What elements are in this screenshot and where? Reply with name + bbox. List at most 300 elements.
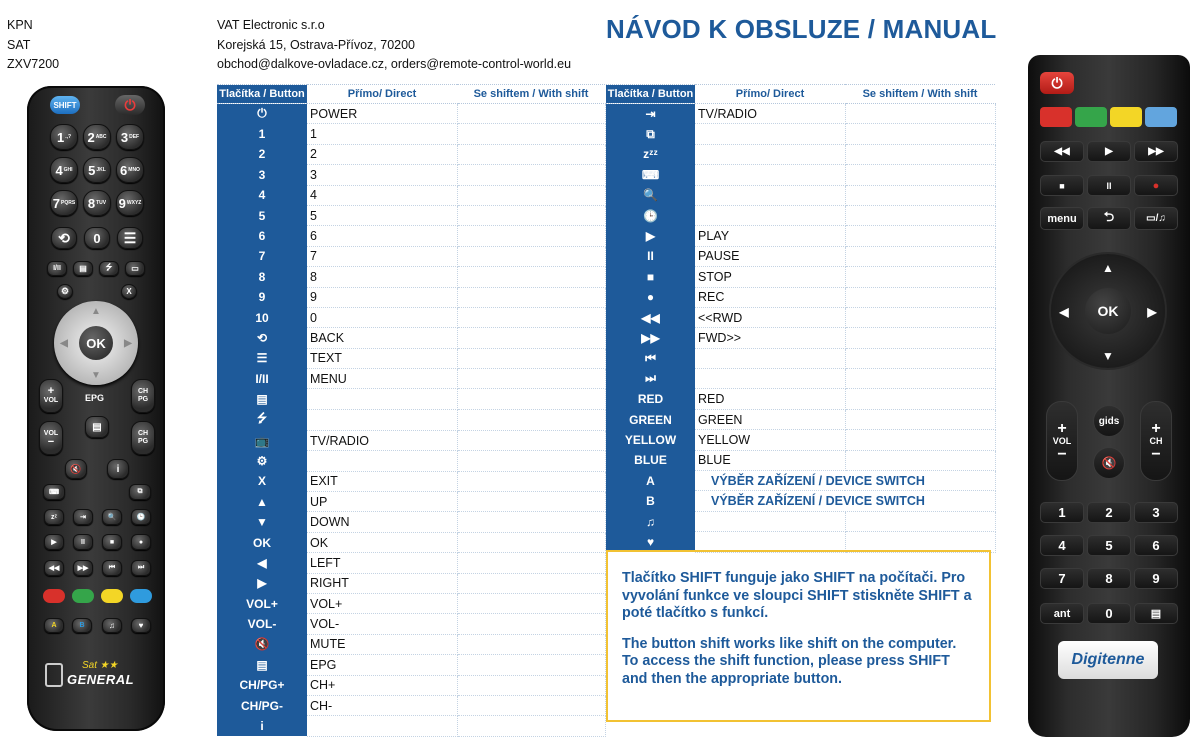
direct-function: RED: [695, 389, 845, 409]
key-label: 5: [217, 205, 307, 225]
model-code: ZXV7200: [7, 57, 60, 71]
info-button[interactable]: i: [107, 459, 129, 479]
digit-6-button[interactable]: [116, 157, 144, 183]
direct-function: [695, 144, 845, 164]
header-shift: Se shiftem / With shift: [845, 85, 995, 104]
blue-button[interactable]: [1145, 107, 1177, 127]
shift-note-cz: Tlačítko SHIFT funguje jako SHIFT na počítači. Pro vyvolání funkce ve sloupci SHIFT stiskněte SHIFT a poté tlačítko s funkcí.: [622, 570, 972, 621]
input-source-icon: ⇥: [606, 104, 695, 124]
direct-function: STOP: [695, 267, 845, 287]
shift-function: [457, 226, 605, 246]
tv-radio-button[interactable]: ▭: [125, 261, 145, 276]
fast-forward-button[interactable]: ▶▶: [1134, 141, 1178, 162]
play-button[interactable]: ▶: [1087, 141, 1131, 162]
table-row: [606, 267, 995, 287]
brand-kpn: KPN: [7, 18, 33, 32]
favorite-button[interactable]: ♥: [131, 618, 151, 633]
music-button[interactable]: ♫: [102, 618, 122, 633]
fast-forward-icon: ▶▶: [606, 328, 695, 348]
key-label: CH/PG+: [217, 675, 307, 695]
heart-icon: ♥: [606, 532, 695, 552]
key-label: 9: [217, 287, 307, 307]
company-info: [217, 16, 571, 75]
yellow-button[interactable]: [1110, 107, 1142, 127]
skip-previous-icon: ⏮: [606, 348, 695, 368]
down-arrow-icon: ▼: [217, 512, 307, 532]
text-button[interactable]: ▤: [1134, 603, 1178, 624]
usb-icon: ⭍: [217, 409, 307, 430]
shift-function: [845, 185, 995, 205]
key-label: CH/PG-: [217, 695, 307, 715]
up-arrow-icon[interactable]: ▲: [1102, 261, 1114, 275]
table-row: [606, 287, 995, 307]
direct-function: TV/RADIO: [307, 430, 457, 450]
digit-3-button[interactable]: [116, 124, 144, 150]
table-row: [606, 165, 995, 185]
company-emails: obchod@dalkove-ovladace.cz, orders@remote-control-world.eu: [217, 57, 572, 71]
digit-label: 1: [56, 129, 65, 145]
direct-function: CH-: [307, 695, 457, 715]
direct-function: YELLOW: [695, 430, 845, 450]
direct-function: [695, 369, 845, 389]
usb-button[interactable]: ⭍: [99, 261, 119, 276]
shift-function: [845, 450, 995, 470]
b-button[interactable]: B: [72, 618, 92, 633]
shift-function: [457, 165, 605, 185]
audio-language-icon: I/II: [217, 369, 307, 389]
digit-7-button[interactable]: 7: [1040, 568, 1084, 589]
green-button[interactable]: [72, 589, 94, 603]
minus-icon: −: [47, 436, 55, 448]
key-label: 3: [217, 165, 307, 185]
rewind-button[interactable]: ◀◀: [1040, 141, 1084, 162]
left-arrow-icon[interactable]: ◀: [60, 337, 68, 349]
right-arrow-icon: ▶: [217, 573, 307, 593]
plus-icon: +: [1057, 419, 1067, 437]
left-arrow-icon[interactable]: ◀: [1059, 305, 1069, 319]
shift-function: [457, 532, 605, 552]
digit-4-button[interactable]: 4: [1040, 535, 1084, 556]
brand-sat-label: Sat ★★: [82, 660, 118, 671]
model-info: [7, 16, 59, 75]
mute-button[interactable]: 🔇: [1093, 447, 1125, 479]
digitenne-logo: Digitenne: [1058, 641, 1158, 679]
direct-function: POWER: [307, 104, 457, 124]
gear-icon: ⚙: [217, 451, 307, 471]
vol-plus-button[interactable]: [39, 379, 63, 413]
settings-button[interactable]: ⚙: [57, 284, 73, 299]
shift-function: [457, 389, 605, 409]
a-button[interactable]: A: [44, 618, 64, 633]
epg-button[interactable]: ▤: [85, 416, 109, 438]
shift-function: [457, 675, 605, 695]
shift-function: [457, 307, 605, 327]
pause-button[interactable]: II: [1087, 175, 1131, 196]
vol-label: VOL: [1052, 435, 1072, 446]
key-label: A: [606, 471, 695, 491]
key-label: i: [217, 716, 307, 736]
gids-button[interactable]: gids: [1093, 405, 1125, 437]
back-arrow-icon: ⟲: [217, 328, 307, 348]
shift-function: [845, 328, 995, 348]
shift-function: [457, 348, 605, 368]
key-label: 10: [217, 307, 307, 327]
table-row: [606, 185, 995, 205]
shift-function: [845, 287, 995, 307]
direct-function: OK: [307, 532, 457, 552]
rewind-icon: ◀◀: [606, 307, 695, 327]
key-label: YELLOW: [606, 430, 695, 450]
zoom-icon: 🔍: [606, 185, 695, 205]
shift-function: [845, 104, 995, 124]
blue-button[interactable]: [130, 589, 152, 603]
sleep-icon: zᶻᶻ: [606, 144, 695, 164]
subtitle-icon: ▤: [217, 389, 307, 409]
category-sat: SAT: [7, 37, 31, 52]
plus-icon: +: [1151, 419, 1161, 437]
ch-rocker[interactable]: [1140, 401, 1172, 481]
multi-window-icon: ⧉: [606, 124, 695, 144]
direct-function: EPG: [307, 655, 457, 675]
digit-4-button[interactable]: [50, 157, 78, 183]
green-button[interactable]: [1075, 107, 1107, 127]
record-button[interactable]: ●: [131, 534, 151, 550]
direct-function: 8: [307, 267, 457, 287]
shift-function: [845, 226, 995, 246]
direct-function: [695, 185, 845, 205]
shift-function: [457, 512, 605, 532]
direct-function: [307, 451, 457, 471]
key-label: 4: [217, 185, 307, 205]
tv-radio-icon: 📺: [217, 430, 307, 450]
zero-button[interactable]: 0: [84, 227, 110, 249]
shift-function: [845, 144, 995, 164]
device-switch-label: VÝBĚR ZAŘÍZENÍ / DEVICE SWITCH: [695, 491, 995, 511]
table-row: [606, 104, 995, 124]
direct-function: 3: [307, 165, 457, 185]
shift-function: [457, 267, 605, 287]
digit-label: 3: [120, 129, 129, 145]
direct-function: [695, 124, 845, 144]
direct-function: <<RWD: [695, 307, 845, 327]
digit-letters: TUV: [96, 200, 107, 206]
text-button[interactable]: ☰: [117, 227, 143, 249]
up-arrow-icon: ▲: [217, 492, 307, 512]
shift-function: [457, 144, 605, 164]
company-address: Korejská 15, Ostrava-Přívoz, 70200: [217, 37, 416, 52]
digit-label: 9: [118, 195, 126, 211]
power-icon: ⏻: [217, 104, 307, 124]
key-label: 2: [217, 144, 307, 164]
digit-label: 7: [52, 195, 61, 211]
right-arrow-icon[interactable]: ▶: [1147, 305, 1157, 319]
digit-9-button[interactable]: [116, 190, 144, 216]
left-arrow-icon: ◀: [217, 553, 307, 573]
direct-function: RIGHT: [307, 573, 457, 593]
table-row: [606, 491, 995, 511]
back-button[interactable]: ⟲: [51, 227, 77, 249]
direct-function: 2: [307, 144, 457, 164]
direct-function: VOL+: [307, 593, 457, 613]
red-button[interactable]: [43, 589, 65, 603]
exit-button[interactable]: X: [121, 284, 137, 299]
sleep-button[interactable]: zᶻ: [44, 509, 64, 525]
shift-function: [457, 409, 605, 430]
shift-function: [845, 307, 995, 327]
direct-function: BLUE: [695, 450, 845, 470]
table-row: [606, 471, 995, 491]
ch-label: CH: [1149, 435, 1163, 446]
table-row: [606, 369, 995, 389]
key-label: VOL+: [217, 593, 307, 613]
keyboard-button[interactable]: ⌨: [43, 484, 65, 500]
sat-dish-icon: [45, 663, 63, 687]
general-logo: GENERAL: [67, 672, 135, 687]
play-button[interactable]: ▶: [44, 534, 64, 550]
shift-function: [457, 369, 605, 389]
shift-function: [457, 716, 605, 736]
digit-letters: JKL: [96, 167, 106, 173]
record-icon: ●: [606, 287, 695, 307]
digit-label: 2: [87, 129, 95, 145]
fast-forward-button[interactable]: ▶▶: [73, 560, 93, 576]
digit-9-button[interactable]: 9: [1134, 568, 1178, 589]
digit-5-button[interactable]: [83, 157, 111, 183]
play-icon: ▶: [606, 226, 695, 246]
minus-icon: −: [1057, 445, 1067, 463]
multi-window-button[interactable]: ⧉: [129, 484, 151, 500]
table-row: [606, 409, 995, 429]
table-header-row: [606, 85, 995, 104]
keyboard-icon: ⌨: [606, 165, 695, 185]
shift-function: [457, 553, 605, 573]
digit-8-button[interactable]: 8: [1087, 568, 1131, 589]
direct-function: VOL-: [307, 614, 457, 634]
digit-letters: DEF: [129, 134, 140, 140]
vol-rocker[interactable]: [1046, 401, 1078, 481]
tv-radio-button[interactable]: ▭/♫: [1134, 207, 1178, 230]
subtitle-button[interactable]: ▤: [73, 261, 93, 276]
direct-function: MUTE: [307, 634, 457, 654]
direct-function: REC: [695, 287, 845, 307]
key-label: OK: [217, 532, 307, 552]
table-row: [606, 450, 995, 470]
shift-function: [457, 104, 605, 124]
header-button: Tlačítka / Button: [606, 85, 695, 104]
clock-button[interactable]: 🕒: [131, 509, 151, 525]
pause-icon: II: [606, 246, 695, 266]
down-arrow-icon[interactable]: ▼: [1102, 349, 1114, 363]
header-direct: Přímo/ Direct: [307, 85, 457, 104]
shift-function: [457, 246, 605, 266]
shift-button[interactable]: SHIFT: [50, 96, 80, 114]
table-row: [606, 246, 995, 266]
ch-label: CH: [137, 388, 149, 395]
digit-5-button[interactable]: 5: [1087, 535, 1131, 556]
key-label: 6: [217, 226, 307, 246]
shift-function: [845, 348, 995, 368]
shift-function: [457, 328, 605, 348]
digit-1-button[interactable]: [50, 124, 78, 150]
shift-function: [457, 492, 605, 512]
table-row: [606, 430, 995, 450]
shift-function: [845, 409, 995, 429]
epg-icon: ▤: [217, 655, 307, 675]
direct-function: PAUSE: [695, 246, 845, 266]
table-row: [606, 205, 995, 225]
digit-1-button[interactable]: 1: [1040, 502, 1084, 523]
music-note-icon: ♫: [606, 511, 695, 531]
direct-function: LEFT: [307, 553, 457, 573]
table-row: [606, 226, 995, 246]
shift-function: [845, 511, 995, 531]
digit-letters: WXYZ: [126, 200, 142, 206]
direct-function: FWD>>: [695, 328, 845, 348]
direct-function: 1: [307, 124, 457, 144]
ant-button[interactable]: ant: [1040, 603, 1084, 624]
ch-label: CH: [137, 430, 149, 437]
direct-function: DOWN: [307, 512, 457, 532]
shift-function: [845, 124, 995, 144]
shift-function: [845, 246, 995, 266]
key-label: BLUE: [606, 450, 695, 470]
digit-6-button[interactable]: 6: [1134, 535, 1178, 556]
digit-7-button[interactable]: [50, 190, 78, 216]
shift-function: [457, 185, 605, 205]
direct-function: PLAY: [695, 226, 845, 246]
right-arrow-icon[interactable]: ▶: [124, 337, 132, 349]
table-row: [606, 389, 995, 409]
record-button[interactable]: ●: [1134, 175, 1178, 196]
ok-button[interactable]: OK: [79, 326, 113, 360]
stop-icon: ■: [606, 267, 695, 287]
direct-function: GREEN: [695, 409, 845, 429]
ch-plus-button[interactable]: [131, 379, 155, 413]
shift-function: [845, 267, 995, 287]
header-button: Tlačítka / Button: [217, 85, 307, 104]
key-label: X: [217, 471, 307, 491]
shift-function: [457, 655, 605, 675]
direct-function: [695, 511, 845, 531]
direct-function: [307, 389, 457, 409]
plus-icon: +: [47, 385, 55, 397]
key-label: GREEN: [606, 409, 695, 429]
mute-button[interactable]: 🔇: [65, 459, 87, 479]
direct-function: MENU: [307, 369, 457, 389]
shift-function: [457, 124, 605, 144]
table-row: [606, 348, 995, 368]
power-button[interactable]: ⏻: [1040, 72, 1074, 94]
key-label: 1: [217, 124, 307, 144]
digit-label: 8: [87, 195, 96, 211]
audio-button[interactable]: I/II: [47, 261, 67, 276]
remote-digitenne: [1028, 55, 1190, 737]
pause-button[interactable]: II: [73, 534, 93, 550]
digit-label: 6: [120, 162, 128, 178]
digit-letters: PQRS: [61, 200, 76, 206]
stop-button[interactable]: ■: [1040, 175, 1084, 196]
key-label: VOL-: [217, 614, 307, 634]
digit-3-button[interactable]: 3: [1134, 502, 1178, 523]
direct-function: [695, 165, 845, 185]
direct-function: CH+: [307, 675, 457, 695]
shift-function: [457, 614, 605, 634]
up-arrow-icon[interactable]: ▲: [91, 305, 101, 317]
down-arrow-icon[interactable]: ▼: [91, 369, 101, 381]
direct-function: 6: [307, 226, 457, 246]
header-shift: Se shiftem / With shift: [457, 85, 605, 104]
stop-button[interactable]: ■: [102, 534, 122, 550]
back-button[interactable]: ⮌: [1087, 207, 1131, 230]
skip-next-icon: ⏭: [606, 369, 695, 389]
digit-8-button[interactable]: [83, 190, 111, 216]
ok-button[interactable]: OK: [1085, 288, 1131, 334]
pg-label: PG: [137, 438, 149, 445]
shift-function: [457, 593, 605, 613]
zero-button[interactable]: 0: [1087, 603, 1131, 624]
shift-function: [457, 695, 605, 715]
vol-label: VOL: [43, 397, 59, 404]
shift-function: [457, 634, 605, 654]
page-title: NÁVOD K OBSLUZE / MANUAL: [606, 14, 997, 44]
key-label: RED: [606, 389, 695, 409]
digit-2-button[interactable]: [83, 124, 111, 150]
menu-button[interactable]: menu: [1040, 207, 1084, 230]
vol-minus-button[interactable]: [39, 421, 63, 455]
skip-next-button[interactable]: ⏭: [131, 560, 151, 576]
direct-function: BACK: [307, 328, 457, 348]
shift-function: [845, 430, 995, 450]
shift-function: [457, 451, 605, 471]
key-label: 8: [217, 267, 307, 287]
skip-previous-button[interactable]: ⏮: [102, 560, 122, 576]
shift-function: [457, 573, 605, 593]
direct-function: [307, 409, 457, 430]
shift-function: [457, 430, 605, 450]
shift-function: [845, 369, 995, 389]
table-row: [606, 307, 995, 327]
direct-function: TV/RADIO: [695, 104, 845, 124]
table-row: [606, 124, 995, 144]
power-button[interactable]: ⏻: [115, 95, 145, 115]
rewind-button[interactable]: ◀◀: [44, 560, 64, 576]
shift-function: [845, 389, 995, 409]
direct-function: 7: [307, 246, 457, 266]
red-button[interactable]: [1040, 107, 1072, 127]
digit-letters: GHI: [63, 167, 73, 173]
key-label: 7: [217, 246, 307, 266]
button-table-right: [606, 84, 996, 553]
shift-function: [457, 205, 605, 225]
digit-letters: .,?: [65, 134, 72, 140]
direct-function: 4: [307, 185, 457, 205]
direct-function: UP: [307, 492, 457, 512]
direct-function: [307, 716, 457, 736]
zoom-button[interactable]: 🔍: [102, 509, 122, 525]
ch-minus-button[interactable]: [131, 421, 155, 455]
table-row: [606, 328, 995, 348]
shift-function: [457, 471, 605, 491]
direct-function: 0: [307, 307, 457, 327]
pg-label: PG: [137, 396, 149, 403]
key-label: B: [606, 491, 695, 511]
direct-function: 9: [307, 287, 457, 307]
digit-2-button[interactable]: 2: [1087, 502, 1131, 523]
input-button[interactable]: ⇥: [73, 509, 93, 525]
yellow-button[interactable]: [101, 589, 123, 603]
mute-icon: 🔇: [217, 634, 307, 654]
remote-general: [27, 86, 165, 731]
